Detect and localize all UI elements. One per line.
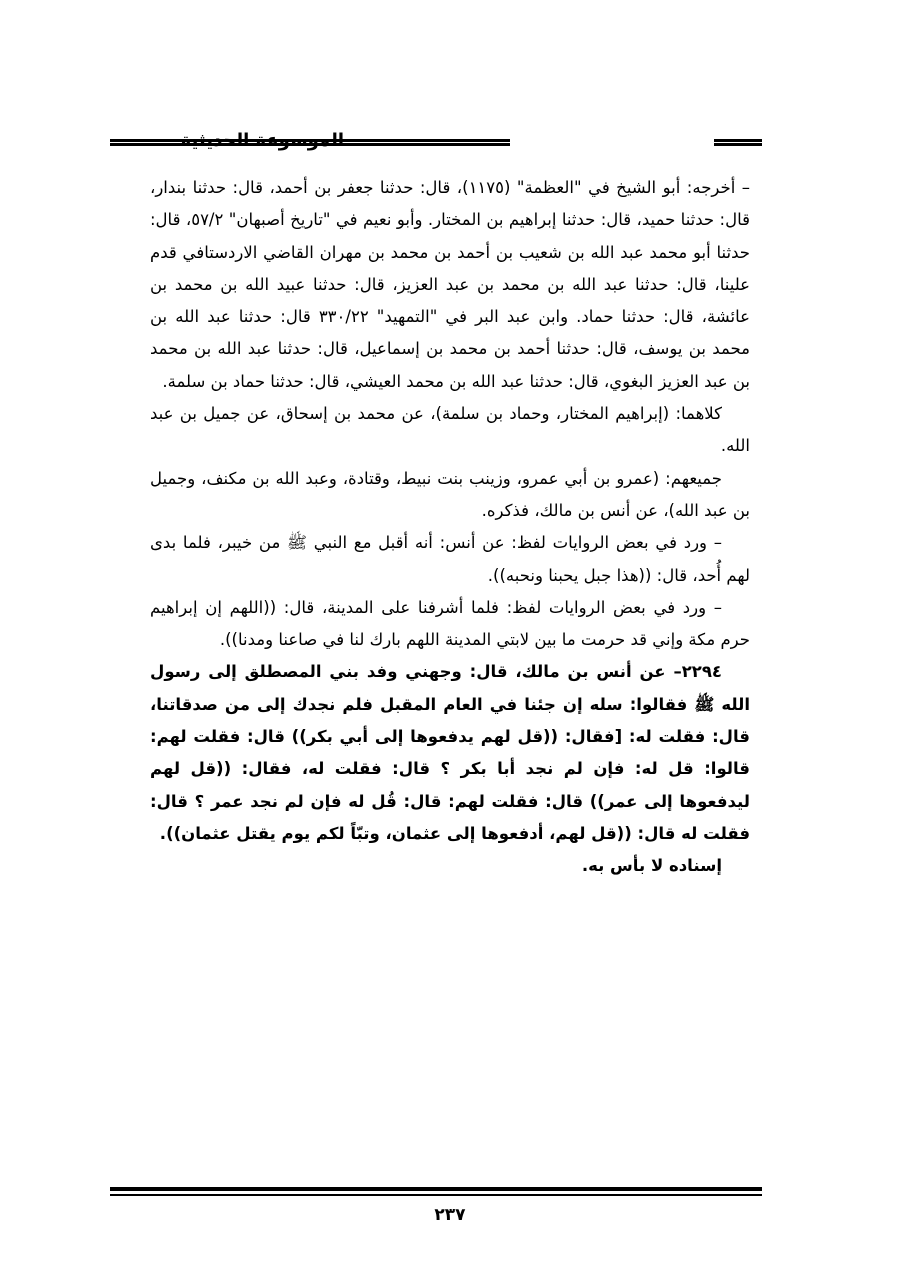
page-number: ٢٣٧: [434, 1205, 466, 1225]
paragraph-takhrij: – أخرجه: أبو الشيخ في "العظمة" (١١٧٥)، قال: حدثنا جعفر بن أحمد، قال: حدثنا بندار، قال: حدثنا حميد، قال: حدثنا إبراهيم بن المختار. وأبو نعيم في "تاريخ أصبهان" ٥٧/٢، قال: حدثنا أبو محمد عبد الله بن شعيب بن أحمد بن محمد بن مهران القاضي الاردستافي قدم علينا، قال: حدثنا عبد الله بن محمد بن عبد العزيز، قال: حدثنا عبيد الله بن محمد بن عائشة، قال: حدثنا حماد. وابن عبد البر في "التمهيد" ٣٣٠/٢٢ قال: حدثنا عبد الله بن محمد بن يوسف، قال: حدثنا أحمد بن محمد بن إسماعيل، قال: حدثنا عبد الله بن محمد بن عبد العزيز البغوي، قال: حدثنا عبد الله بن محمد العيشي، قال: حدثنا حماد بن سلمة.: [150, 178, 750, 391]
paragraph-kilahuma: كلاهما: (إبراهيم المختار، وحماد بن سلمة)، عن محمد بن إسحاق، عن جميل بن عبد الله.: [150, 404, 750, 456]
header-title: الموسوعة الحديثية: [180, 130, 344, 151]
main-text: [150, 172, 750, 883]
paragraph-jamiuhum: جميعهم: (عمرو بن أبي عمرو، وزينب بنت نبيط، وقتادة، وعبد الله بن مكنف، وجميل بن عبد الله)، عن أنس بن مالك، فذكره.: [150, 468, 750, 520]
paragraph-variant-madinah: – ورد في بعض الروايات لفظ: فلما أشرفنا على المدينة، قال: ((اللهم إن إبراهيم حرم مكة وإني قد حرمت ما بين لابتي المدينة اللهم بارك لنا في صاعنا ومدنا)).: [150, 597, 750, 650]
header-rule-right: [714, 139, 762, 146]
paragraph-variant-khaybar: – ورد في بعض الروايات لفظ: عن أنس: أنه أقبل مع النبي ﷺ من خيبر، فلما بدى لهم أُحد، قال: ((هذا جبل يحبنا ونحبه)).: [150, 533, 750, 585]
isnad-grading: إسناده لا بأس به.: [581, 856, 722, 876]
hadith-2294: ٢٢٩٤– عن أنس بن مالك، قال: وجهني وفد بني المصطلق إلى رسول الله ﷺ فقالوا: سله إن جئنا في العام المقبل فلم نجدك إلى من صدقاتنا، قال: فقلت له: [فقال: ((قل لهم يدفعوها إلى أبي بكر)) قال: فقلت لهم: قالوا: قل له: فإن لم نجد أبا بكر ؟ قال: فقلت له، فقال: ((قل لهم ليدفعوها إلى عمر)) قال: فقلت لهم: قال: قُل له فإن لم نجد عمر ؟ قال: فقلت له قال: ((قل لهم، أدفعوها إلى عثمان، وتبّاً لكم يوم يقتل عثمان)).: [150, 662, 750, 843]
running-header: [110, 124, 762, 164]
footer-rule: [110, 1187, 762, 1196]
